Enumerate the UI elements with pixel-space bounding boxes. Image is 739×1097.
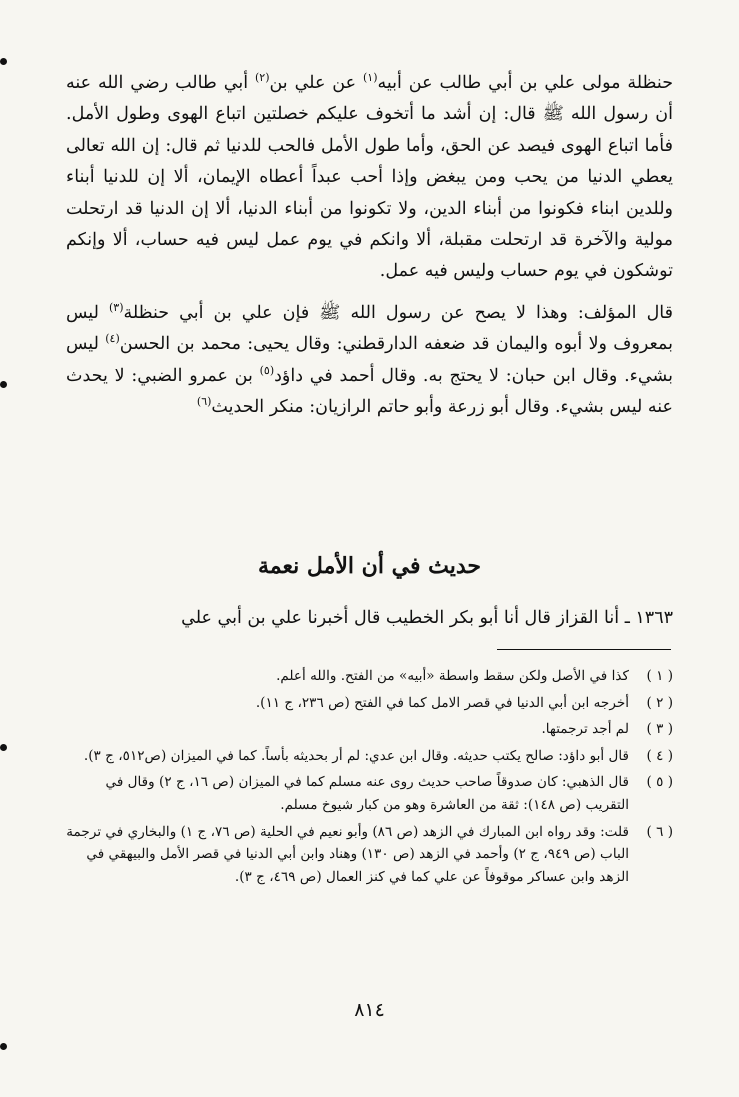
footnote-number: ( ٦ ) bbox=[646, 823, 673, 840]
page-number: ٨١٤ bbox=[354, 999, 385, 1021]
footnote bbox=[66, 821, 673, 889]
footnote-ref: (٦) bbox=[196, 395, 212, 409]
footnote-number: ( ١ ) bbox=[646, 668, 673, 684]
paragraph-hadith bbox=[66, 68, 673, 288]
main-text bbox=[66, 68, 673, 423]
footnotes bbox=[66, 665, 673, 892]
footnote-number: ( ٤ ) bbox=[646, 747, 673, 764]
footnote-ref: (٥) bbox=[259, 363, 275, 377]
body-text: ليس بشيء. وقال ابن حبان: لا يحتج به. وقال أحمد في داؤد bbox=[66, 334, 673, 386]
footnote bbox=[66, 692, 673, 715]
paragraph-author-comment bbox=[66, 298, 673, 424]
footnote bbox=[66, 665, 673, 688]
footnote-text: قال أبو داؤد: صالح يكتب حديثه. وقال ابن عدي: لم أر بحديثه بأساً. كما في الميزان (ص٥١٢، ج ٣). bbox=[83, 747, 629, 764]
footnote-text: كذا في الأصل ولكن سقط واسطة «أبيه» من الفتح. والله أعلم. bbox=[276, 668, 629, 684]
footnote-ref: (١) bbox=[362, 71, 378, 85]
body-text: حنظلة مولى علي بن أبي طالب عن أبيه bbox=[377, 73, 674, 93]
footnote-number: ( ٢ ) bbox=[646, 694, 673, 711]
margin-dot bbox=[0, 1043, 7, 1050]
margin-dot bbox=[0, 381, 7, 388]
margin-dot bbox=[0, 58, 7, 65]
hadith-isnad-line: ١٣٦٣ ـ أنا القزاز قال أنا أبو بكر الخطيب قال أخبرنا علي بن أبي علي bbox=[181, 608, 673, 628]
body-text: بن عمرو الضبي: لا يحدث عنه ليس بشيء. وقال أبو زرعة وأبو حاتم الرازيان: منكر الحديث bbox=[66, 365, 673, 418]
footnote bbox=[66, 718, 673, 741]
margin-dot bbox=[0, 744, 7, 751]
footnote-ref: (٢) bbox=[254, 71, 270, 85]
footnote-text: قلت: وقد رواه ابن المبارك في الزهد (ص ٨٦) وأبو نعيم في الحلية (ص ٧٦، ج ١) والبخاري في ترجمة الباب (ص ٩٤٩، ج ٢) وأحمد في الزهد (ص ١٣٠) وهناد وابن أبي الدنيا في قصر الأمل والبيهقي في الزهد وابن عساكر موقوفاً عن علي كما في كنز العمال (ص ٤٦٩، ج ٣). bbox=[66, 823, 629, 885]
footnote-ref: (٣) bbox=[108, 301, 124, 315]
body-text: ليس بمعروف ولا أبوه واليمان قد ضعفه الدارقطني: وقال يحيى: محمد بن الحسن bbox=[66, 302, 673, 355]
section-heading: حديث في أن الأمل نعمة bbox=[258, 553, 481, 579]
footnote-separator bbox=[497, 649, 671, 650]
footnote bbox=[66, 745, 673, 768]
footnote-number: ( ٥ ) bbox=[646, 774, 673, 791]
body-text: قال المؤلف: وهذا لا يصح عن رسول الله ﷺ فإن علي بن أبي حنظلة bbox=[123, 302, 673, 323]
footnote-text: لم أجد ترجمتها. bbox=[541, 721, 629, 738]
body-text: أبي طالب رضي الله عنه أن رسول الله ﷺ قال: إن أشد ما أتخوف عليكم خصلتين اتباع الهوى وطول الأمل. فأما اتباع الهوى فيصد عن الحق، وأما طول الأمل فالحب للدنيا ثم قال: إن الله تعالى يعطي الدنيا من يحب ومن يبغض وإذا أحب عبداً أعطاه الإيمان، ألا إن للدنيا أبناء وللدين ابناء فكونوا من أبناء الدين، ولا تكونوا من أبناء الدنيا، ألا إن الدنيا قد ارتحلت مولية والآخرة قد ارتحلت مقبلة، ألا وانكم في يوم عمل ليس فيه حساب، ألا وإنكم توشكون في يوم حساب وليس فيه عمل. bbox=[66, 73, 673, 282]
footnote-ref: (٤) bbox=[105, 332, 120, 346]
footnote-text: أخرجه ابن أبي الدنيا في قصر الامل كما في الفتح (ص ٢٣٦، ج ١١). bbox=[255, 694, 629, 711]
footnote-number: ( ٣ ) bbox=[646, 721, 673, 738]
body-text: عن علي بن bbox=[269, 73, 363, 93]
footnote-text: قال الذهبي: كان صدوقاً صاحب حديث روى عنه مسلم كما في الميزان (ص ١٦، ج ٢) وقال في التقريب (ص ١٤٨): ثقة من العاشرة وهو من كبار شيوخ مسلم. bbox=[105, 774, 629, 813]
footnote bbox=[66, 771, 673, 816]
